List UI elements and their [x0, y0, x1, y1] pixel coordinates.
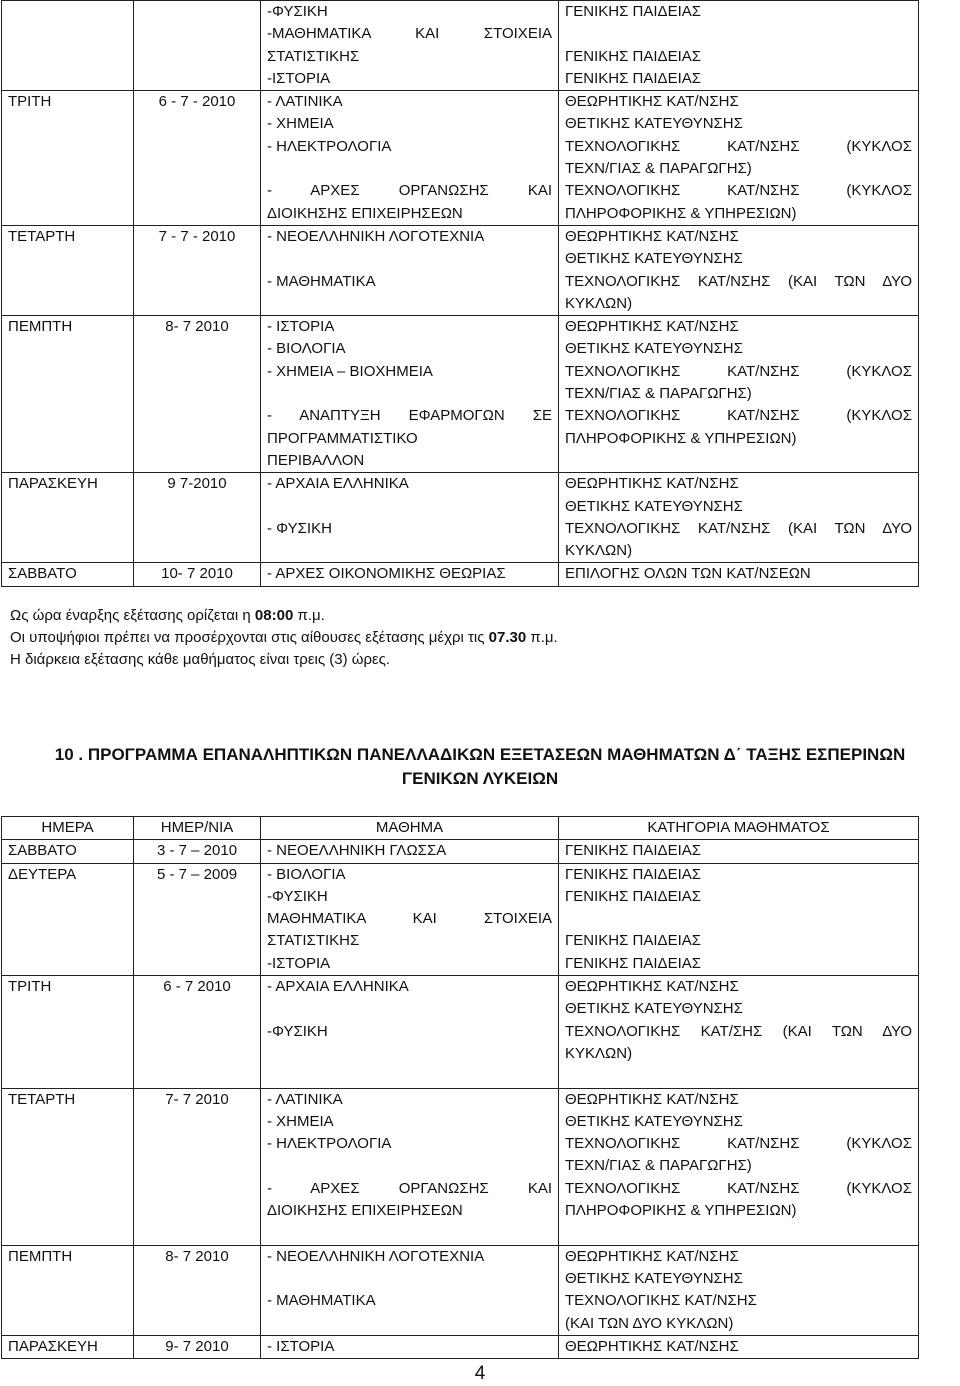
cell-subject	[261, 863, 559, 975]
cell-line: ΘΕΩΡΗΤΙΚΗΣ ΚΑΤ/ΝΣΗΣ	[565, 318, 739, 336]
cell-line	[267, 496, 552, 518]
cell-line: ΘΕΩΡΗΤΙΚΗΣ ΚΑΤ/ΝΣΗΣ	[565, 978, 739, 996]
table-row	[2, 91, 919, 226]
note-duration: Η διάρκεια εξέτασης κάθε μαθήματος είναι τρεις (3) ώρες.	[10, 651, 391, 668]
cell-line	[267, 1222, 552, 1244]
cell-line: - ΧΗΜΕΙΑ	[267, 1112, 334, 1130]
cell-line: - ΒΙΟΛΟΓΙΑ	[267, 865, 346, 883]
cell-line	[565, 1222, 912, 1244]
cell-subject	[261, 1245, 559, 1335]
cell-line: - ΛΑΤΙΝΙΚΑ	[267, 1090, 343, 1108]
cell-date	[134, 316, 261, 473]
cell-line: - ΦΥΣΙΚΗ	[267, 519, 332, 537]
cell-line: -ΙΣΤΟΡΙΑ	[267, 954, 331, 972]
cell-subject	[261, 473, 559, 563]
page-number: 4	[474, 1363, 486, 1384]
cell-line: ΓΕΝΙΚΗΣ ΠΑΙΔΕΙΑΣ	[565, 47, 702, 65]
cell-line	[267, 248, 552, 270]
cell-line: ΚΥΚΛΩΝ)	[565, 1044, 633, 1062]
section-heading-line-2: ΓΕΝΙΚΩΝ ΛΥΚΕΙΩΝ	[401, 769, 559, 788]
day-label: ΤΡΙΤΗ	[8, 93, 52, 111]
cell-line: - ΙΣΤΟΡΙΑ	[267, 318, 335, 336]
exam-notes	[10, 605, 558, 671]
cell-date	[134, 473, 261, 563]
day-label: ΣΑΒΒΑΤΟ	[8, 842, 77, 860]
cell-subject	[261, 1335, 559, 1358]
table-row	[2, 316, 919, 473]
table-row	[2, 840, 919, 863]
cell-line: ΠΡΟΓΡΑΜΜΑΤΙΣΤΙΚΟ	[267, 429, 418, 447]
table-row	[2, 976, 919, 1088]
cell-line: - ΧΗΜΕΙΑ – ΒΙΟΧΗΜΕΙΑ	[267, 362, 433, 380]
date-label: 7- 7 2010	[165, 1090, 229, 1108]
cell-line: ΘΕΤΙΚΗΣ ΚΑΤΕΥΘΥΝΣΗΣ	[565, 1269, 743, 1287]
cell-day	[2, 1, 134, 91]
date-label: 8- 7 2010	[165, 1247, 229, 1265]
cell-line	[267, 1065, 552, 1087]
cell-line: ΓΕΝΙΚΗΣ ΠΑΙΔΕΙΑΣ	[565, 69, 702, 87]
cell-date	[134, 225, 261, 315]
cell-line	[267, 1313, 552, 1335]
table-row	[2, 1, 919, 91]
cell-line: ΜΑΘΗΜΑΤΙΚΑ ΚΑΙ ΣΤΟΙΧΕΙΑ	[267, 910, 552, 928]
cell-line	[267, 383, 552, 405]
table-row	[2, 1335, 919, 1358]
cell-category	[559, 863, 919, 975]
cell-line: ΣΤΑΤΙΣΤΙΚΗΣ	[267, 47, 360, 65]
date-label: 8- 7 2010	[165, 318, 229, 336]
cell-line	[267, 293, 552, 315]
cell-day	[2, 225, 134, 315]
cell-line: ΘΕΩΡΗΤΙΚΗΣ ΚΑΤ/ΝΣΗΣ	[565, 1247, 739, 1265]
day-label: ΠΑΡΑΣΚΕΥΗ	[8, 475, 98, 493]
cell-line: - ΑΡΧΕΣ ΟΡΓΑΝΩΣΗΣ ΚΑΙ	[267, 182, 552, 200]
cell-subject	[261, 563, 559, 586]
cell-line: ΘΕΤΙΚΗΣ ΚΑΤΕΥΘΥΝΣΗΣ	[565, 497, 743, 515]
cell-line: - ΒΙΟΛΟΓΙΑ	[267, 340, 346, 358]
date-label: 6 - 7 2010	[163, 978, 231, 996]
cell-line	[565, 450, 912, 472]
cell-line: - ΜΑΘΗΜΑΤΙΚΑ	[267, 272, 376, 290]
cell-line: - ΑΡΧΑΙΑ ΕΛΛΗΝΙΚΑ	[267, 978, 409, 996]
table-header-row	[2, 817, 919, 840]
cell-line: ΤΕΧΝΟΛΟΓΙΚΗΣ ΚΑΤ/ΝΣΗΣ	[565, 1292, 757, 1310]
cell-line: ΘΕΩΡΗΤΙΚΗΣ ΚΑΤ/ΝΣΗΣ	[565, 93, 739, 111]
table-row	[2, 563, 919, 586]
cell-line	[267, 1268, 552, 1290]
cell-line: ΘΕΩΡΗΤΙΚΗΣ ΚΑΤ/ΝΣΗΣ	[565, 227, 739, 245]
cell-line	[267, 1155, 552, 1177]
cell-line: ΚΥΚΛΩΝ)	[565, 294, 633, 312]
cell-day	[2, 840, 134, 863]
cell-line: ΤΕΧΝΟΛΟΓΙΚΗΣ ΚΑΤ/ΝΣΗΣ (ΚΥΚΛΟΣ	[565, 1135, 912, 1153]
table-row	[2, 1245, 919, 1335]
cell-line: ΤΕΧΝΟΛΟΓΙΚΗΣ ΚΑΤ/ΝΣΗΣ (ΚΑΙ ΤΩΝ ΔΥΟ	[565, 519, 912, 537]
day-label: ΔΕΥΤΕΡΑ	[8, 865, 77, 883]
cell-line: ΤΕΧΝΟΛΟΓΙΚΗΣ ΚΑΤ/ΝΣΗΣ (ΚΥΚΛΟΣ	[565, 407, 912, 425]
cell-line: ΤΕΧΝΟΛΟΓΙΚΗΣ ΚΑΤ/ΝΣΗΣ (ΚΥΚΛΟΣ	[565, 1179, 912, 1197]
table-row	[2, 863, 919, 975]
cell-day	[2, 863, 134, 975]
cell-line: -ΦΥΣΙΚΗ	[267, 3, 328, 20]
cell-subject	[261, 840, 559, 863]
cell-line: - ΧΗΜΕΙΑ	[267, 115, 334, 133]
cell-line: - ΗΛΕΚΤΡΟΛΟΓΙΑ	[267, 137, 392, 155]
cell-subject	[261, 1088, 559, 1245]
cell-line	[565, 1065, 912, 1087]
day-label: ΠΕΜΠΤΗ	[8, 1247, 73, 1265]
cell-day	[2, 563, 134, 586]
cell-line: - ΛΑΤΙΝΙΚΑ	[267, 93, 343, 111]
cell-line: - ΑΡΧΕΣ ΟΙΚΟΝΟΜΙΚΗΣ ΘΕΩΡΙΑΣ	[267, 565, 506, 583]
day-label	[8, 1, 127, 23]
cell-date	[134, 1088, 261, 1245]
cell-category	[559, 91, 919, 226]
cell-category	[559, 1088, 919, 1245]
cell-line: ΕΠΙΛΟΓΗΣ ΟΛΩΝ ΤΩΝ ΚΑΤ/ΝΣΕΩΝ	[565, 565, 811, 583]
cell-line: ΠΛΗΡΟΦΟΡΙΚΗΣ & ΥΠΗΡΕΣΙΩΝ)	[565, 429, 797, 447]
cell-subject	[261, 316, 559, 473]
cell-day	[2, 316, 134, 473]
cell-line	[565, 23, 912, 45]
cell-line: ΘΕΤΙΚΗΣ ΚΑΤΕΥΘΥΝΣΗΣ	[565, 250, 743, 268]
cell-line: -ΙΣΤΟΡΙΑ	[267, 69, 331, 87]
exam-schedule-table-2	[1, 816, 919, 1359]
cell-line	[565, 908, 912, 930]
cell-line: - ΗΛΕΚΤΡΟΛΟΓΙΑ	[267, 1135, 392, 1153]
cell-line: -ΦΥΣΙΚΗ	[267, 1022, 328, 1040]
cell-line: ΠΛΗΡΟΦΟΡΙΚΗΣ & ΥΠΗΡΕΣΙΩΝ)	[565, 204, 797, 222]
cell-category	[559, 1335, 919, 1358]
cell-line: - ΝΕΟΕΛΛΗΝΙΚΗ ΛΟΓΟΤΕΧΝΙΑ	[267, 227, 485, 245]
cell-line: ΘΕΩΡΗΤΙΚΗΣ ΚΑΤ/ΝΣΗΣ	[565, 475, 739, 493]
date-label: 9- 7 2010	[165, 1337, 229, 1355]
cell-subject	[261, 225, 559, 315]
cell-line: ΓΕΝΙΚΗΣ ΠΑΙΔΕΙΑΣ	[565, 3, 702, 20]
date-label: 5 - 7 – 2009	[156, 865, 238, 883]
cell-line: -ΦΥΣΙΚΗ	[267, 887, 328, 905]
cell-date	[134, 863, 261, 975]
day-label: ΤΡΙΤΗ	[8, 978, 52, 996]
cell-line	[267, 540, 552, 562]
header-category: ΚΑΤΗΓΟΡΙΑ ΜΑΘΗΜΑΤΟΣ	[559, 817, 919, 840]
cell-line: ΘΕΤΙΚΗΣ ΚΑΤΕΥΘΥΝΣΗΣ	[565, 1000, 743, 1018]
note-start-time: Ως ώρα έναρξης εξέτασης ορίζεται η 08:00 π.μ.	[10, 607, 325, 624]
table-row	[2, 225, 919, 315]
header-day: ΗΜΕΡΑ	[2, 817, 134, 840]
note-arrival-time: Οι υποψήφιοι πρέπει να προσέρχονται στις αίθουσες εξέτασης μέχρι τις 07.30 π.μ.	[10, 629, 558, 646]
cell-line: - ΑΡΧΑΙΑ ΕΛΛΗΝΙΚΑ	[267, 475, 409, 493]
cell-day	[2, 473, 134, 563]
date-label: 10- 7 2010	[161, 565, 233, 583]
cell-category	[559, 316, 919, 473]
cell-day	[2, 976, 134, 1088]
cell-line: ΤΕΧΝ/ΓΙΑΣ & ΠΑΡΑΓΩΓΗΣ)	[565, 160, 752, 178]
cell-category	[559, 976, 919, 1088]
day-label: ΤΕΤΑΡΤΗ	[8, 1090, 76, 1108]
cell-line: ΓΕΝΙΚΗΣ ΠΑΙΔΕΙΑΣ	[565, 954, 702, 972]
cell-date	[134, 840, 261, 863]
cell-subject	[261, 91, 559, 226]
cell-line: ΓΕΝΙΚΗΣ ΠΑΙΔΕΙΑΣ	[565, 865, 702, 883]
cell-line: ΔΙΟΙΚΗΣΗΣ ΕΠΙΧΕΙΡΗΣΕΩΝ	[267, 1202, 463, 1220]
cell-line: - ΑΝΑΠΤΥΞΗ ΕΦΑΡΜΟΓΩΝ ΣΕ	[267, 407, 552, 425]
cell-line: ΤΕΧΝΟΛΟΓΙΚΗΣ ΚΑΤ/ΝΣΗΣ (ΚΑΙ ΤΩΝ ΔΥΟ	[565, 272, 912, 290]
cell-line: ΤΕΧΝΟΛΟΓΙΚΗΣ ΚΑΤ/ΝΣΗΣ (ΚΥΚΛΟΣ	[565, 137, 912, 155]
day-label: ΠΕΜΠΤΗ	[8, 318, 73, 336]
cell-subject	[261, 1, 559, 91]
cell-date	[134, 1245, 261, 1335]
cell-category	[559, 225, 919, 315]
cell-line: ΓΕΝΙΚΗΣ ΠΑΙΔΕΙΑΣ	[565, 887, 702, 905]
table-row	[2, 473, 919, 563]
cell-date	[134, 91, 261, 226]
cell-line: ΤΕΧΝ/ΓΙΑΣ & ΠΑΡΑΓΩΓΗΣ)	[565, 385, 752, 403]
cell-day	[2, 91, 134, 226]
cell-line: ΤΕΧΝΟΛΟΓΙΚΗΣ ΚΑΤ/ΝΣΗΣ (ΚΥΚΛΟΣ	[565, 362, 912, 380]
exam-schedule-table-1	[1, 0, 919, 587]
cell-line: ΣΤΑΤΙΣΤΙΚΗΣ	[267, 932, 360, 950]
cell-line: ΘΕΤΙΚΗΣ ΚΑΤΕΥΘΥΝΣΗΣ	[565, 340, 743, 358]
cell-line: ΘΕΩΡΗΤΙΚΗΣ ΚΑΤ/ΝΣΗΣ	[565, 1337, 739, 1355]
cell-line: ΤΕΧΝ/ΓΙΑΣ & ΠΑΡΑΓΩΓΗΣ)	[565, 1157, 752, 1175]
cell-line: - ΝΕΟΕΛΛΗΝΙΚΗ ΓΛΩΣΣΑ	[267, 842, 447, 860]
date-label: 7 - 7 - 2010	[158, 227, 236, 245]
cell-line: ΚΥΚΛΩΝ)	[565, 542, 633, 560]
date-label	[140, 1, 254, 23]
cell-line: - ΝΕΟΕΛΛΗΝΙΚΗ ΛΟΓΟΤΕΧΝΙΑ	[267, 1247, 485, 1265]
cell-line: ΤΕΧΝΟΛΟΓΙΚΗΣ ΚΑΤ/ΝΣΗΣ (ΚΥΚΛΟΣ	[565, 182, 912, 200]
date-label: 6 - 7 - 2010	[158, 93, 236, 111]
section-heading	[0, 743, 960, 791]
cell-line: (ΚΑΙ ΤΩΝ ΔΥΟ ΚΥΚΛΩΝ)	[565, 1314, 734, 1332]
day-label: ΠΑΡΑΣΚΕΥΗ	[8, 1337, 98, 1355]
cell-category	[559, 563, 919, 586]
cell-line: ΤΕΧΝΟΛΟΓΙΚΗΣ ΚΑΤ/ΣΗΣ (ΚΑΙ ΤΩΝ ΔΥΟ	[565, 1022, 912, 1040]
cell-date	[134, 563, 261, 586]
day-label: ΤΕΤΑΡΤΗ	[8, 227, 76, 245]
cell-line: ΠΕΡΙΒΑΛΛΟΝ	[267, 451, 365, 469]
cell-line	[267, 998, 552, 1020]
cell-date	[134, 1335, 261, 1358]
cell-line: ΓΕΝΙΚΗΣ ΠΑΙΔΕΙΑΣ	[565, 932, 702, 950]
cell-line	[267, 158, 552, 180]
cell-line: ΘΕΤΙΚΗΣ ΚΑΤΕΥΘΥΝΣΗΣ	[565, 115, 743, 133]
header-subject: ΜΑΘΗΜΑ	[261, 817, 559, 840]
date-label: 3 - 7 – 2010	[156, 842, 238, 860]
date-label: 9 7-2010	[167, 475, 227, 493]
cell-line: ΔΙΟΙΚΗΣΗΣ ΕΠΙΧΕΙΡΗΣΕΩΝ	[267, 204, 463, 222]
cell-line: ΘΕΩΡΗΤΙΚΗΣ ΚΑΤ/ΝΣΗΣ	[565, 1090, 739, 1108]
cell-line: ΘΕΤΙΚΗΣ ΚΑΤΕΥΘΥΝΣΗΣ	[565, 1112, 743, 1130]
cell-line: ΓΕΝΙΚΗΣ ΠΑΙΔΕΙΑΣ	[565, 842, 702, 860]
day-label: ΣΑΒΒΑΤΟ	[8, 565, 77, 583]
cell-category	[559, 840, 919, 863]
cell-subject	[261, 976, 559, 1088]
cell-category	[559, 1, 919, 91]
cell-line: - ΙΣΤΟΡΙΑ	[267, 1337, 335, 1355]
cell-day	[2, 1245, 134, 1335]
cell-line: - ΜΑΘΗΜΑΤΙΚΑ	[267, 1292, 376, 1310]
cell-date	[134, 976, 261, 1088]
cell-category	[559, 1245, 919, 1335]
cell-line: -ΜΑΘΗΜΑΤΙΚΑ ΚΑΙ ΣΤΟΙΧΕΙΑ	[267, 25, 552, 43]
cell-category	[559, 473, 919, 563]
header-date: ΗΜΕΡ/ΝΙΑ	[134, 817, 261, 840]
table-row	[2, 1088, 919, 1245]
cell-date	[134, 1, 261, 91]
cell-day	[2, 1088, 134, 1245]
cell-line: - ΑΡΧΕΣ ΟΡΓΑΝΩΣΗΣ ΚΑΙ	[267, 1179, 552, 1197]
section-heading-line-1: 10 . ΠΡΟΓΡΑΜΜΑ ΕΠΑΝΑΛΗΠΤΙΚΩΝ ΠΑΝΕΛΛΑΔΙΚΩΝ ΕΞΕΤΑΣΕΩΝ ΜΑΘΗΜΑΤΩΝ Δ΄ ΤΑΞΗΣ ΕΣΠΕΡΙΝΩΝ	[54, 745, 906, 764]
cell-day	[2, 1335, 134, 1358]
cell-line: ΠΛΗΡΟΦΟΡΙΚΗΣ & ΥΠΗΡΕΣΙΩΝ)	[565, 1202, 797, 1220]
cell-line	[267, 1043, 552, 1065]
